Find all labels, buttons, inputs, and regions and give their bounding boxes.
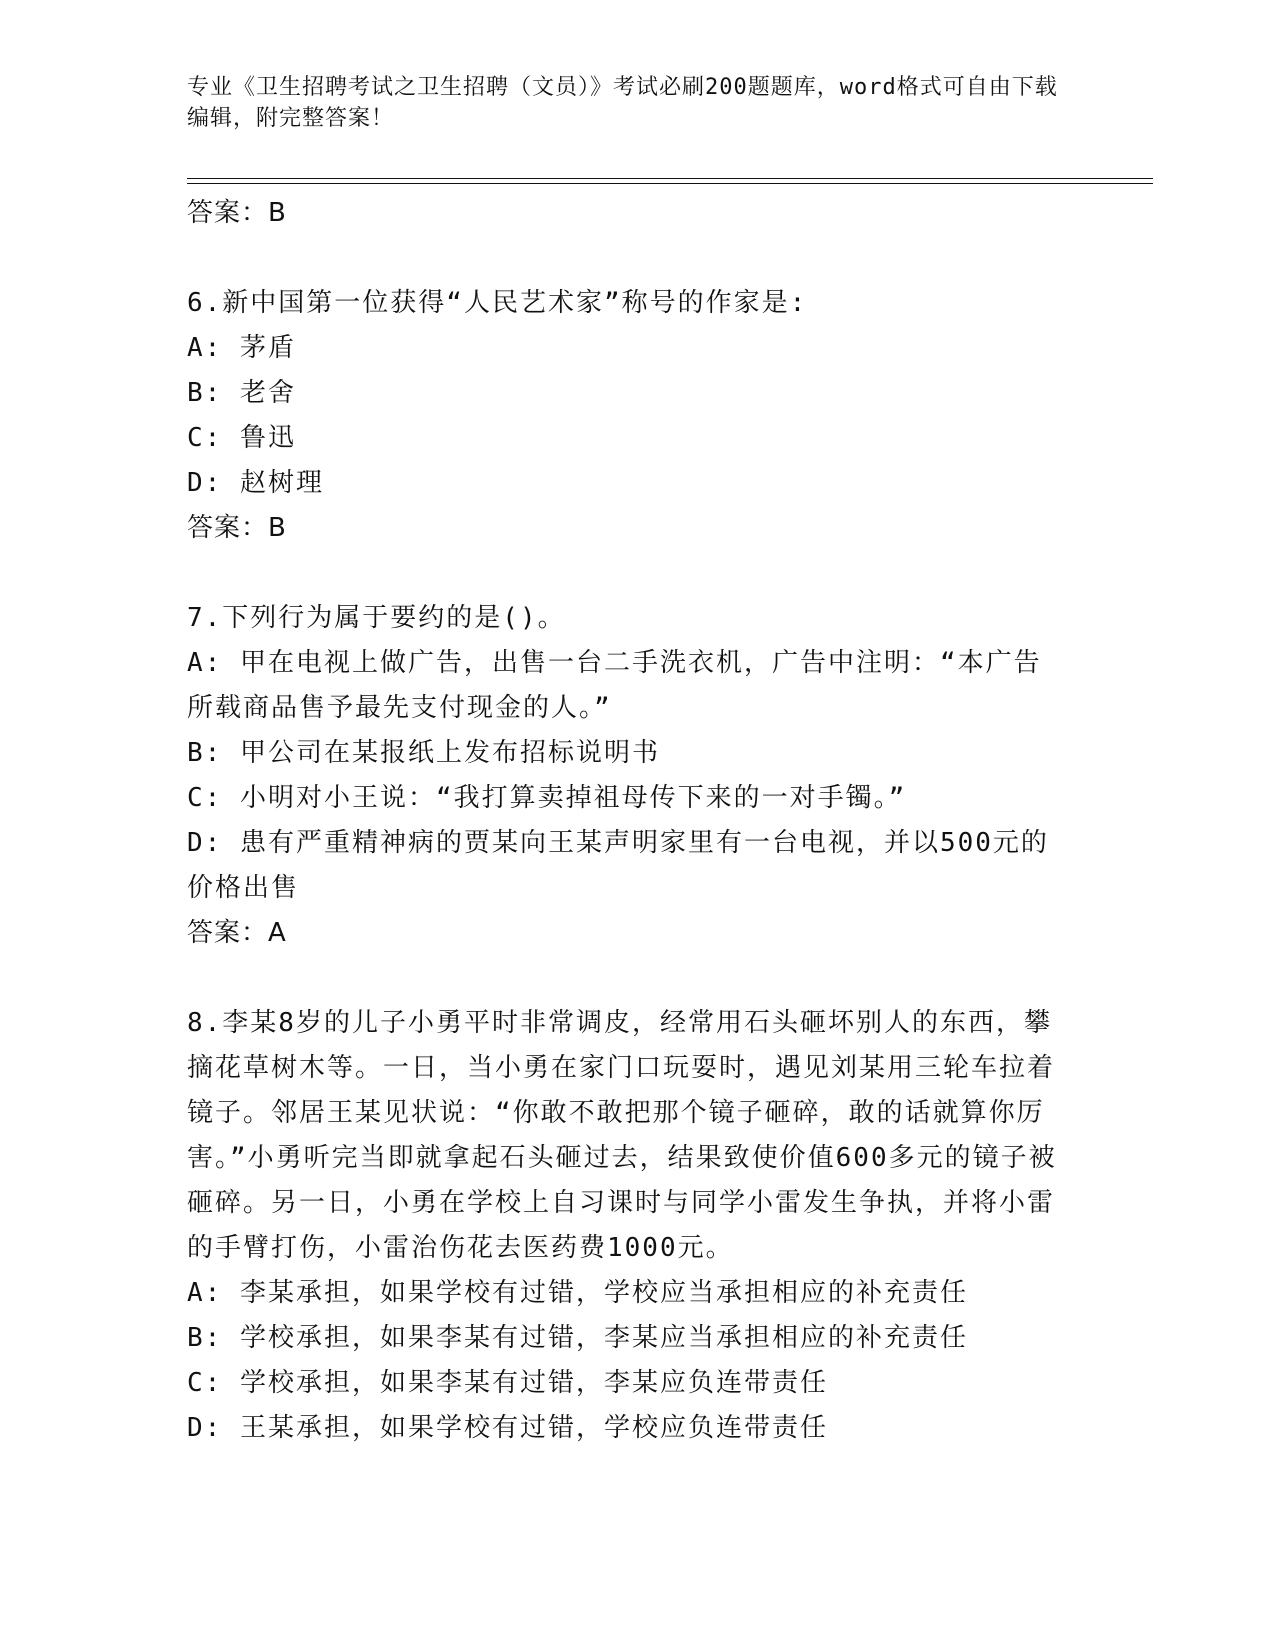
- option-b: B: 学校承担，如果李某有过错，李某应当承担相应的补充责任: [187, 1323, 968, 1353]
- option-b: B: 甲公司在某报纸上发布招标说明书: [187, 738, 660, 768]
- option-b: B: 老舍: [187, 378, 296, 408]
- option-c: C: 鲁迅: [187, 423, 296, 453]
- question-8: [187, 1001, 1067, 1451]
- option-c: C: 小明对小王说：“我打算卖掉祖母传下来的一对手镯。”: [187, 783, 907, 813]
- question-7: [187, 596, 1067, 956]
- question-stem: 7.下列行为属于要约的是()。: [187, 603, 566, 633]
- option-d: D: 赵树理: [187, 468, 324, 498]
- question-content: [187, 191, 1067, 1451]
- option-a: A: 茅盾: [187, 333, 296, 363]
- document-header: 专业《卫生招聘考试之卫生招聘（文员）》考试必刷200题题库，word格式可自由下载编辑，附完整答案！: [187, 75, 1058, 131]
- option-a: A: 甲在电视上做广告，出售一台二手洗衣机，广告中注明：“本广告所载商品售予最先支付现金的人。”: [187, 648, 1042, 723]
- answer: 答案：B: [187, 513, 287, 543]
- option-d: D: 王某承担，如果学校有过错，学校应负连带责任: [187, 1413, 828, 1443]
- option-a: A: 李某承担，如果学校有过错，学校应当承担相应的补充责任: [187, 1278, 968, 1308]
- header-divider-top: [187, 178, 1153, 179]
- question-stem: 8.李某8岁的儿子小勇平时非常调皮，经常用石头砸坏别人的东西，攀摘花草树木等。一日，当小勇在家门口玩耍时，遇见刘某用三轮车拉着镜子。邻居王某见状说：“你敢不敢把那个镜子砸碎，敢的话就算你厉害。”小勇听完当即就拿起石头砸过去，结果致使价值600多元的镜子被砸碎。另一日，小勇在学校上自习课时与同学小雷发生争执，并将小雷的手臂打伤，小雷治伤花去医药费1000元。: [187, 1008, 1057, 1263]
- header-divider-bottom: [187, 183, 1153, 184]
- answer: 答案：A: [187, 918, 287, 948]
- option-d: D: 患有严重精神病的贾某向王某声明家里有一台电视，并以500元的价格出售: [187, 828, 1049, 903]
- option-c: C: 学校承担，如果李某有过错，李某应负连带责任: [187, 1368, 828, 1398]
- question-6: [187, 281, 1067, 551]
- question-stem: 6.新中国第一位获得“人民艺术家”称号的作家是:: [187, 288, 808, 318]
- previous-answer: 答案：B: [187, 198, 287, 228]
